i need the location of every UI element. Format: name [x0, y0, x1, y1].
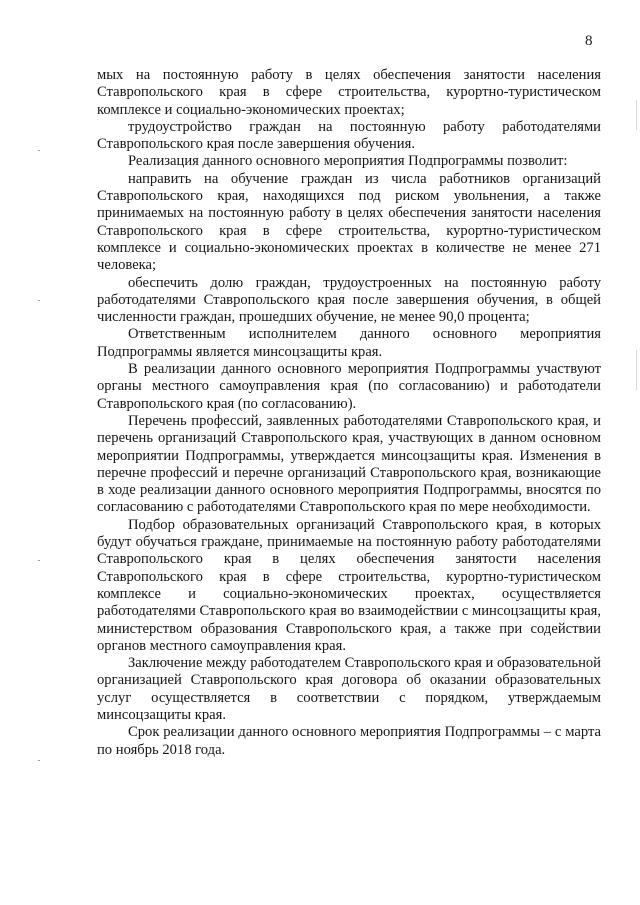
- paragraph-4: направить на обучение граждан из числа работников организаций Ставропольского края, находящихся под риском увольнения, а также принимаемых на постоянную работу в целях обеспечения занятости населения Ставропольского края в сфере строительства, курортно-туристическом комплексе и социально-экономических проектах в количестве не менее 271 человека;: [97, 170, 601, 274]
- page-number: 8: [585, 33, 593, 49]
- scan-mark: [38, 150, 40, 151]
- scan-mark: [38, 760, 40, 761]
- paragraph-3: Реализация данного основного мероприятия Подпрограммы позволит:: [128, 153, 568, 170]
- paragraph-11: Срок реализации данного основного мероприятия Подпрограммы – с марта по ноябрь 2018 года.: [97, 724, 601, 758]
- scan-mark: [636, 350, 637, 390]
- paragraph-8: Перечень профессий, заявленных работодателями Ставропольского края, и перечень организаций Ставропольского края, участвующих в данном основном мероприятии Подпрограммы, утверждается минсоцзащиты края. Изменения в перечне профессий и перечне организаций Ставропольского края, возникающие в ходе реализации данного основного мероприятия Подпрограммы, вносятся по согласованию с работодателями Ставропольского края по мере необходимости.: [97, 412, 601, 516]
- paragraph-5: обеспечить долю граждан, трудоустроенных на постоянную работу работодателями Ставропольского края после завершения обучения, в общей численности граждан, прошедших обучение, не менее 90,0 процента;: [97, 274, 601, 326]
- scan-mark: [636, 100, 637, 130]
- document-body: [97, 67, 601, 759]
- paragraph-2: трудоустройство граждан на постоянную работу работодателями Ставропольского края после завершения обучения.: [97, 118, 601, 153]
- paragraph-6: Ответственным исполнителем данного основного мероприятия Подпрограммы является минсоцзащиты края.: [97, 326, 601, 360]
- paragraph-10: Заключение между работодателем Ставропольского края и образовательной организацией Ставропольского края договора об оказании образовательных услуг осуществляется в соответствии с порядком, утверждаемым минсоцзащиты края.: [97, 655, 601, 723]
- scan-mark: [38, 300, 40, 301]
- paragraph-7: В реализации данного основного мероприятия Подпрограммы участвуют органы местного самоуправления края (по согласованию) и работодатели Ставропольского края (по согласованию).: [97, 361, 601, 412]
- paragraph-1: мых на постоянную работу в целях обеспечения занятости населения Ставропольского края в сфере строительства, курортно-туристическом комплексе и социально-экономических проектах;: [97, 67, 601, 118]
- scan-mark: [38, 560, 40, 561]
- paragraph-9: Подбор образовательных организаций Ставропольского края, в которых будут обучаться граждане, принимаемые на постоянную работу работодателями Ставропольского края в целях обеспечения занятости населения Ставропольского края в сфере строительства, курортно-туристическом комплексе и социально-экономических проектах, осуществляется работодателями Ставропольского края во взаимодействии с минсоцзащиты края, министерством образования Ставропольского края, а также при содействии органов местного самоуправления края.: [97, 516, 601, 654]
